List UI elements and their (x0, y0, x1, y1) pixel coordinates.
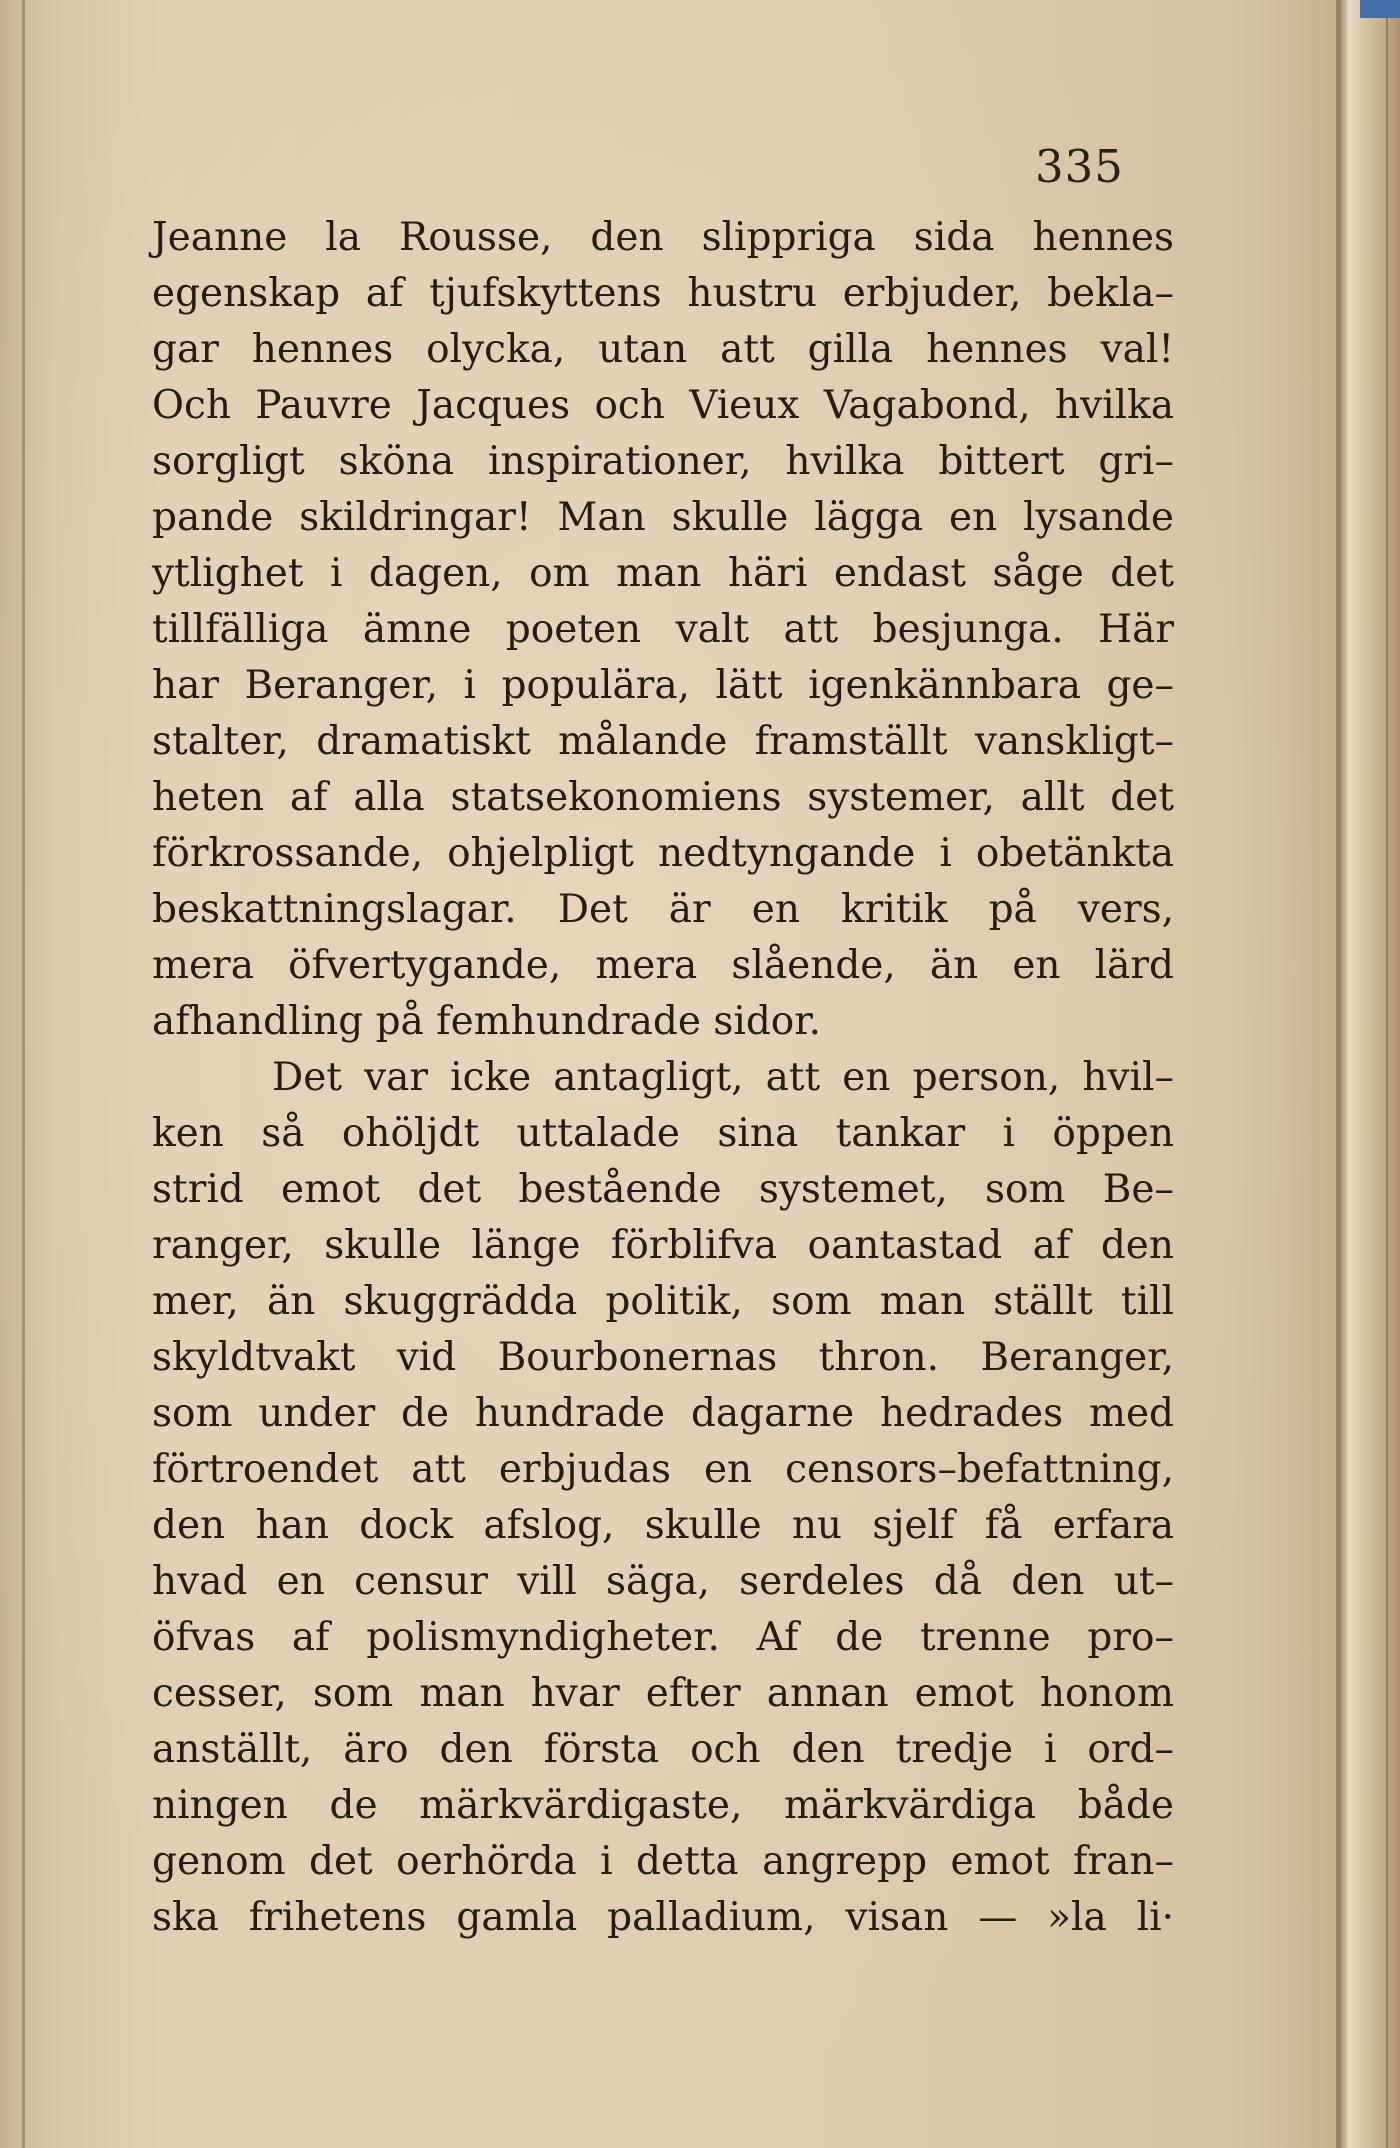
page-edge (1338, 0, 1400, 2148)
text-line: tillfälliga ämne poeten valt att besjunga. Här (152, 607, 1174, 652)
text-line: ska frihetens gamla palladium, visan — »la li· (152, 1895, 1174, 1940)
text-line: cesser, som man hvar efter annan emot honom (152, 1671, 1174, 1716)
text-line: ken så ohöljdt uttalade sina tankar i öppen (152, 1111, 1174, 1156)
text-line: mera öfvertygande, mera slående, än en lärd (152, 943, 1174, 988)
text-line: öfvas af polismyndigheter. Af de trenne pro– (152, 1615, 1174, 1660)
text-line: förkrossande, ohjelpligt nedtyngande i obetänkta (152, 831, 1174, 876)
page-number: 335 (1035, 140, 1124, 193)
text-line: genom det oerhörda i detta angrepp emot fran– (152, 1839, 1174, 1884)
text-line: Jeanne la Rousse, den slippriga sida hennes (152, 215, 1174, 260)
text-line: strid emot det bestående systemet, som Be– (152, 1167, 1174, 1212)
text-line: den han dock afslog, skulle nu sjelf få erfara (152, 1503, 1174, 1548)
text-line: anställt, äro den första och den tredje i ord– (152, 1727, 1174, 1772)
text-line: egenskap af tjufskyttens hustru erbjuder, bekla– (152, 271, 1174, 316)
text-line: ytlighet i dagen, om man häri endast såge det (152, 551, 1174, 596)
text-line: förtroendet att erbjudas en censors–befattning, (152, 1447, 1174, 1492)
text-line: som under de hundrade dagarne hedrades med (152, 1391, 1174, 1436)
text-line: ranger, skulle länge förblifva oantastad af den (152, 1223, 1174, 1268)
paragraph-start-line: Det var icke antagligt, att en person, hvil– (272, 1055, 1174, 1100)
text-line: gar hennes olycka, utan att gilla hennes val! (152, 327, 1174, 372)
text-line: pande skildringar! Man skulle lägga en lysande (152, 495, 1174, 540)
text-line: har Beranger, i populära, lätt igenkännbara ge– (152, 663, 1174, 708)
bookmark-tab (1360, 0, 1400, 18)
edge-divider (1336, 0, 1338, 2148)
text-line: skyldtvakt vid Bourbonernas thron. Beranger, (152, 1335, 1174, 1380)
edge-divider (1386, 0, 1388, 2148)
text-line: stalter, dramatiskt målande framställt vanskligt– (152, 719, 1174, 764)
text-line: heten af alla statsekonomiens systemer, allt det (152, 775, 1174, 820)
text-line: beskattningslagar. Det är en kritik på vers, (152, 887, 1174, 932)
text-line: ningen de märkvärdigaste, märkvärdiga både (152, 1783, 1174, 1828)
text-line: hvad en censur vill säga, serdeles då den ut– (152, 1559, 1174, 1604)
text-line: sorgligt sköna inspirationer, hvilka bittert gri– (152, 439, 1174, 484)
body-text (152, 210, 1174, 1946)
text-line: mer, än skuggrädda politik, som man ställt till (152, 1279, 1174, 1324)
paragraph-end-line: afhandling på femhundrade sidor. (152, 999, 822, 1044)
text-line: Och Pauvre Jacques och Vieux Vagabond, hvilka (152, 383, 1174, 428)
